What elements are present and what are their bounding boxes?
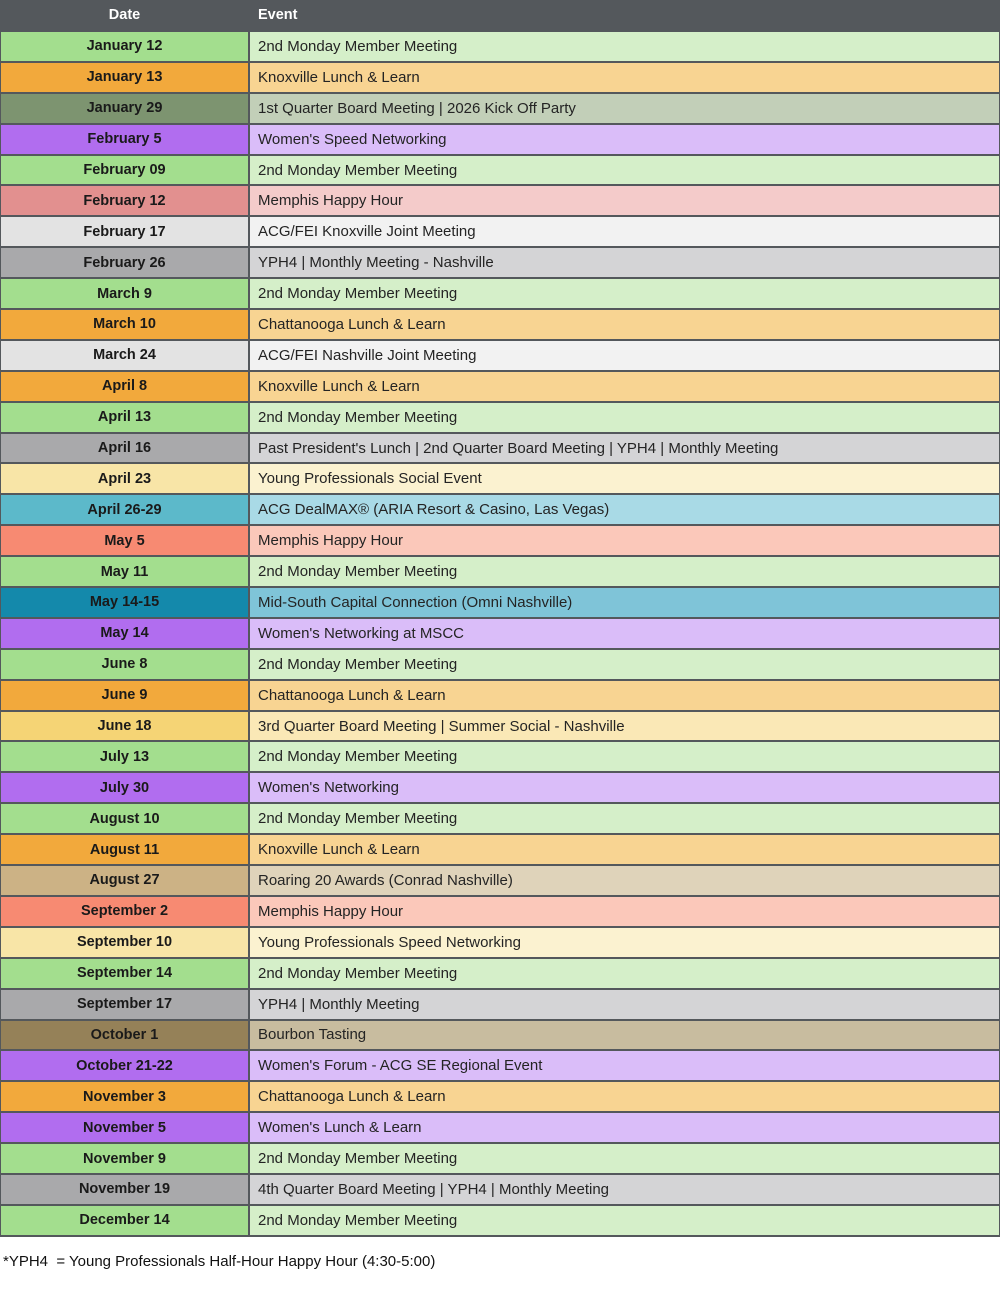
event-cell: Chattanooga Lunch & Learn (250, 310, 999, 339)
table-row (1, 125, 999, 154)
date-cell: October 21-22 (1, 1051, 248, 1080)
event-cell: Young Professionals Social Event (250, 464, 999, 493)
table-row (1, 186, 999, 215)
table-row (1, 279, 999, 308)
event-cell: ACG DealMAX® (ARIA Resort & Casino, Las Vegas) (250, 495, 999, 524)
event-cell: Chattanooga Lunch & Learn (250, 1082, 999, 1111)
event-cell: 2nd Monday Member Meeting (250, 650, 999, 679)
date-cell: April 26-29 (1, 495, 248, 524)
table-row (1, 804, 999, 833)
date-cell: June 18 (1, 712, 248, 741)
date-cell: April 8 (1, 372, 248, 401)
table-row (1, 495, 999, 524)
event-column-header: Event (258, 7, 298, 23)
table-row (1, 588, 999, 617)
table-row (1, 403, 999, 432)
table-row (1, 650, 999, 679)
event-cell: 3rd Quarter Board Meeting | Summer Social - Nashville (250, 712, 999, 741)
event-cell: ACG/FEI Nashville Joint Meeting (250, 341, 999, 370)
event-cell: Memphis Happy Hour (250, 897, 999, 926)
date-cell: August 11 (1, 835, 248, 864)
event-cell: Women's Networking at MSCC (250, 619, 999, 648)
event-cell: 2nd Monday Member Meeting (250, 403, 999, 432)
date-cell: November 9 (1, 1144, 248, 1173)
event-cell: 2nd Monday Member Meeting (250, 742, 999, 771)
table-row (1, 341, 999, 370)
table-row (1, 712, 999, 741)
event-cell: Knoxville Lunch & Learn (250, 835, 999, 864)
event-cell: Chattanooga Lunch & Learn (250, 681, 999, 710)
table-row (1, 526, 999, 555)
table-row (1, 1144, 999, 1173)
event-cell: Women's Speed Networking (250, 125, 999, 154)
table-row (1, 434, 999, 463)
event-cell: Past President's Lunch | 2nd Quarter Board Meeting | YPH4 | Monthly Meeting (250, 434, 999, 463)
table-header-row (1, 0, 999, 30)
date-cell: February 5 (1, 125, 248, 154)
event-cell: 2nd Monday Member Meeting (250, 156, 999, 185)
date-cell: April 23 (1, 464, 248, 493)
table-row (1, 773, 999, 802)
date-cell: February 12 (1, 186, 248, 215)
event-cell: Memphis Happy Hour (250, 186, 999, 215)
event-cell: Young Professionals Speed Networking (250, 928, 999, 957)
date-cell: October 1 (1, 1021, 248, 1050)
table-row (1, 310, 999, 339)
event-cell: Women's Networking (250, 773, 999, 802)
event-cell: Women's Lunch & Learn (250, 1113, 999, 1142)
event-cell: YPH4 | Monthly Meeting - Nashville (250, 248, 999, 277)
date-cell: May 11 (1, 557, 248, 586)
date-cell: May 14 (1, 619, 248, 648)
table-row (1, 464, 999, 493)
table-body (1, 30, 999, 1235)
footnote: *YPH4 = Young Professionals Half-Hour Happy Hour (4:30-5:00) (3, 1252, 436, 1270)
table-row (1, 217, 999, 246)
table-row (1, 619, 999, 648)
event-cell: Women's Forum - ACG SE Regional Event (250, 1051, 999, 1080)
event-cell: ACG/FEI Knoxville Joint Meeting (250, 217, 999, 246)
event-cell: YPH4 | Monthly Meeting (250, 990, 999, 1019)
event-cell: Knoxville Lunch & Learn (250, 63, 999, 92)
event-cell: 2nd Monday Member Meeting (250, 279, 999, 308)
table-row (1, 557, 999, 586)
date-cell: February 26 (1, 248, 248, 277)
date-cell: August 10 (1, 804, 248, 833)
date-cell: May 14-15 (1, 588, 248, 617)
table-row (1, 897, 999, 926)
date-cell: February 09 (1, 156, 248, 185)
date-cell: January 29 (1, 94, 248, 123)
table-row (1, 1051, 999, 1080)
event-cell: 2nd Monday Member Meeting (250, 32, 999, 61)
table-row (1, 1021, 999, 1050)
date-cell: January 13 (1, 63, 248, 92)
event-cell: 2nd Monday Member Meeting (250, 557, 999, 586)
event-cell: Mid-South Capital Connection (Omni Nashville) (250, 588, 999, 617)
date-cell: May 5 (1, 526, 248, 555)
table-row (1, 1113, 999, 1142)
table-row (1, 835, 999, 864)
event-cell: 1st Quarter Board Meeting | 2026 Kick Off Party (250, 94, 999, 123)
date-cell: September 10 (1, 928, 248, 957)
table-row (1, 32, 999, 61)
table-row (1, 742, 999, 771)
table-row (1, 372, 999, 401)
date-cell: April 13 (1, 403, 248, 432)
date-cell: November 5 (1, 1113, 248, 1142)
table-row (1, 681, 999, 710)
event-cell: Knoxville Lunch & Learn (250, 372, 999, 401)
date-cell: July 30 (1, 773, 248, 802)
date-cell: September 2 (1, 897, 248, 926)
event-cell: Roaring 20 Awards (Conrad Nashville) (250, 866, 999, 895)
event-cell: 2nd Monday Member Meeting (250, 959, 999, 988)
date-cell: April 16 (1, 434, 248, 463)
table-row (1, 990, 999, 1019)
table-row (1, 1206, 999, 1235)
date-cell: June 8 (1, 650, 248, 679)
date-cell: November 3 (1, 1082, 248, 1111)
date-cell: March 9 (1, 279, 248, 308)
date-cell: September 14 (1, 959, 248, 988)
event-cell: 2nd Monday Member Meeting (250, 1144, 999, 1173)
event-cell: Memphis Happy Hour (250, 526, 999, 555)
table-row (1, 156, 999, 185)
table-row (1, 63, 999, 92)
table-row (1, 248, 999, 277)
event-cell: 4th Quarter Board Meeting | YPH4 | Monthly Meeting (250, 1175, 999, 1204)
table-row (1, 866, 999, 895)
table-row (1, 1175, 999, 1204)
event-cell: Bourbon Tasting (250, 1021, 999, 1050)
date-cell: December 14 (1, 1206, 248, 1235)
date-cell: September 17 (1, 990, 248, 1019)
event-cell: 2nd Monday Member Meeting (250, 1206, 999, 1235)
table-row (1, 928, 999, 957)
table-row (1, 1082, 999, 1111)
date-cell: July 13 (1, 742, 248, 771)
date-cell: February 17 (1, 217, 248, 246)
date-column-header: Date (108, 7, 141, 23)
date-cell: August 27 (1, 866, 248, 895)
date-cell: January 12 (1, 32, 248, 61)
date-cell: June 9 (1, 681, 248, 710)
date-cell: November 19 (1, 1175, 248, 1204)
date-cell: March 24 (1, 341, 248, 370)
table-row (1, 959, 999, 988)
event-cell: 2nd Monday Member Meeting (250, 804, 999, 833)
date-cell: March 10 (1, 310, 248, 339)
table-row (1, 94, 999, 123)
